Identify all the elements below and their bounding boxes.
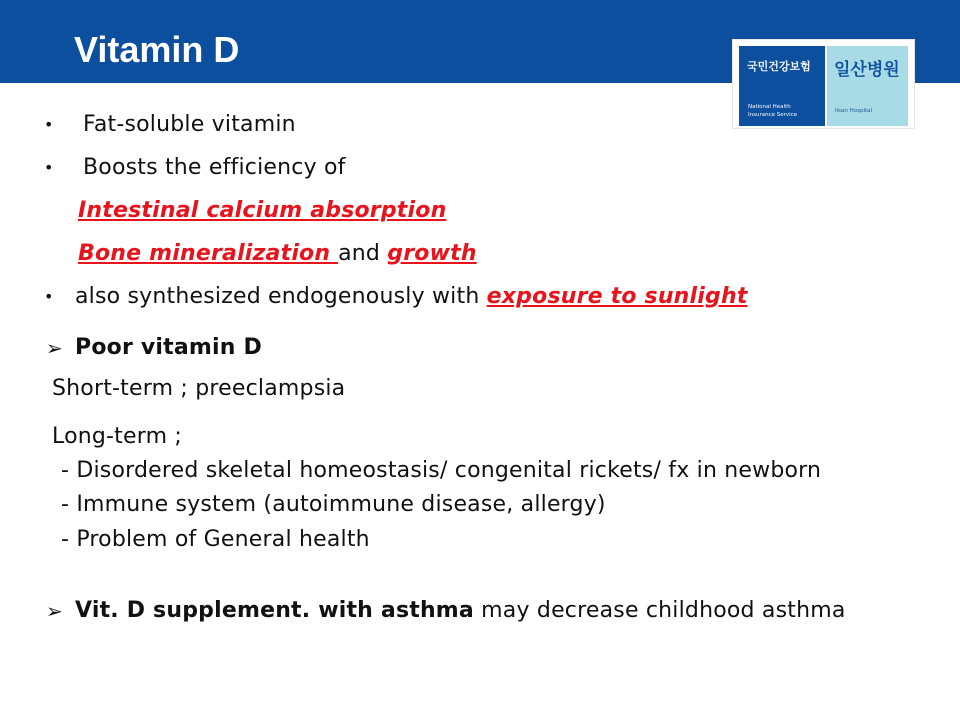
supplement-bold-text: Vit. D supplement. with asthma xyxy=(75,598,474,623)
poor-vitamin-d-heading: Poor vitamin D xyxy=(75,335,262,360)
logo-insurance-english-line2: Insurance Service xyxy=(748,112,798,118)
emphasis-bone-mineralization: Bone mineralization xyxy=(78,241,339,266)
sub-intestinal-calcium xyxy=(78,198,446,224)
logo-hospital-korean: 일산병원 xyxy=(834,60,900,80)
logo-insurance-english xyxy=(748,103,822,119)
bullet-fat-soluble: Fat-soluble vitamin xyxy=(83,112,296,137)
text-and: and xyxy=(338,241,388,266)
long-term-effect-immune: - Immune system (autoimmune disease, allergy) xyxy=(61,492,606,517)
bullet-icon: • xyxy=(44,287,54,306)
bullet-boosts-efficiency: Boosts the efficiency of xyxy=(83,155,346,180)
logo-hospital-english: Ilsan Hospital xyxy=(835,108,873,114)
emphasis-intestinal-calcium: Intestinal calcium absorption xyxy=(78,198,447,223)
emphasis-sunlight: exposure to sunlight xyxy=(486,284,748,309)
bullet-icon: • xyxy=(44,158,54,177)
supplement-rest-text: may decrease childhood asthma xyxy=(473,598,846,623)
logo-hospital-panel xyxy=(827,46,908,126)
bullet-icon: • xyxy=(44,115,54,134)
arrow-bullet-icon: ➢ xyxy=(46,336,63,360)
slide-title: Vitamin D xyxy=(74,29,240,70)
hospital-logo xyxy=(733,40,914,128)
short-term-text: Short-term ; preeclampsia xyxy=(52,376,346,401)
text-synthesized: also synthesized endogenously with xyxy=(75,284,487,309)
emphasis-growth: growth xyxy=(387,241,477,266)
arrow-bullet-icon: ➢ xyxy=(46,599,63,623)
supplement-statement xyxy=(75,598,846,624)
logo-insurance-panel xyxy=(739,46,825,126)
long-term-text: Long-term ; xyxy=(52,424,183,449)
bullet-synthesized xyxy=(75,284,748,310)
long-term-effect-skeletal: - Disordered skeletal homeostasis/ congenital rickets/ fx in newborn xyxy=(61,458,822,483)
logo-insurance-korean: 국민건강보험 xyxy=(747,60,811,73)
sub-bone-mineralization xyxy=(78,241,477,267)
long-term-effect-general-health: - Problem of General health xyxy=(61,527,370,552)
logo-insurance-english-line1: National Health xyxy=(748,104,791,110)
